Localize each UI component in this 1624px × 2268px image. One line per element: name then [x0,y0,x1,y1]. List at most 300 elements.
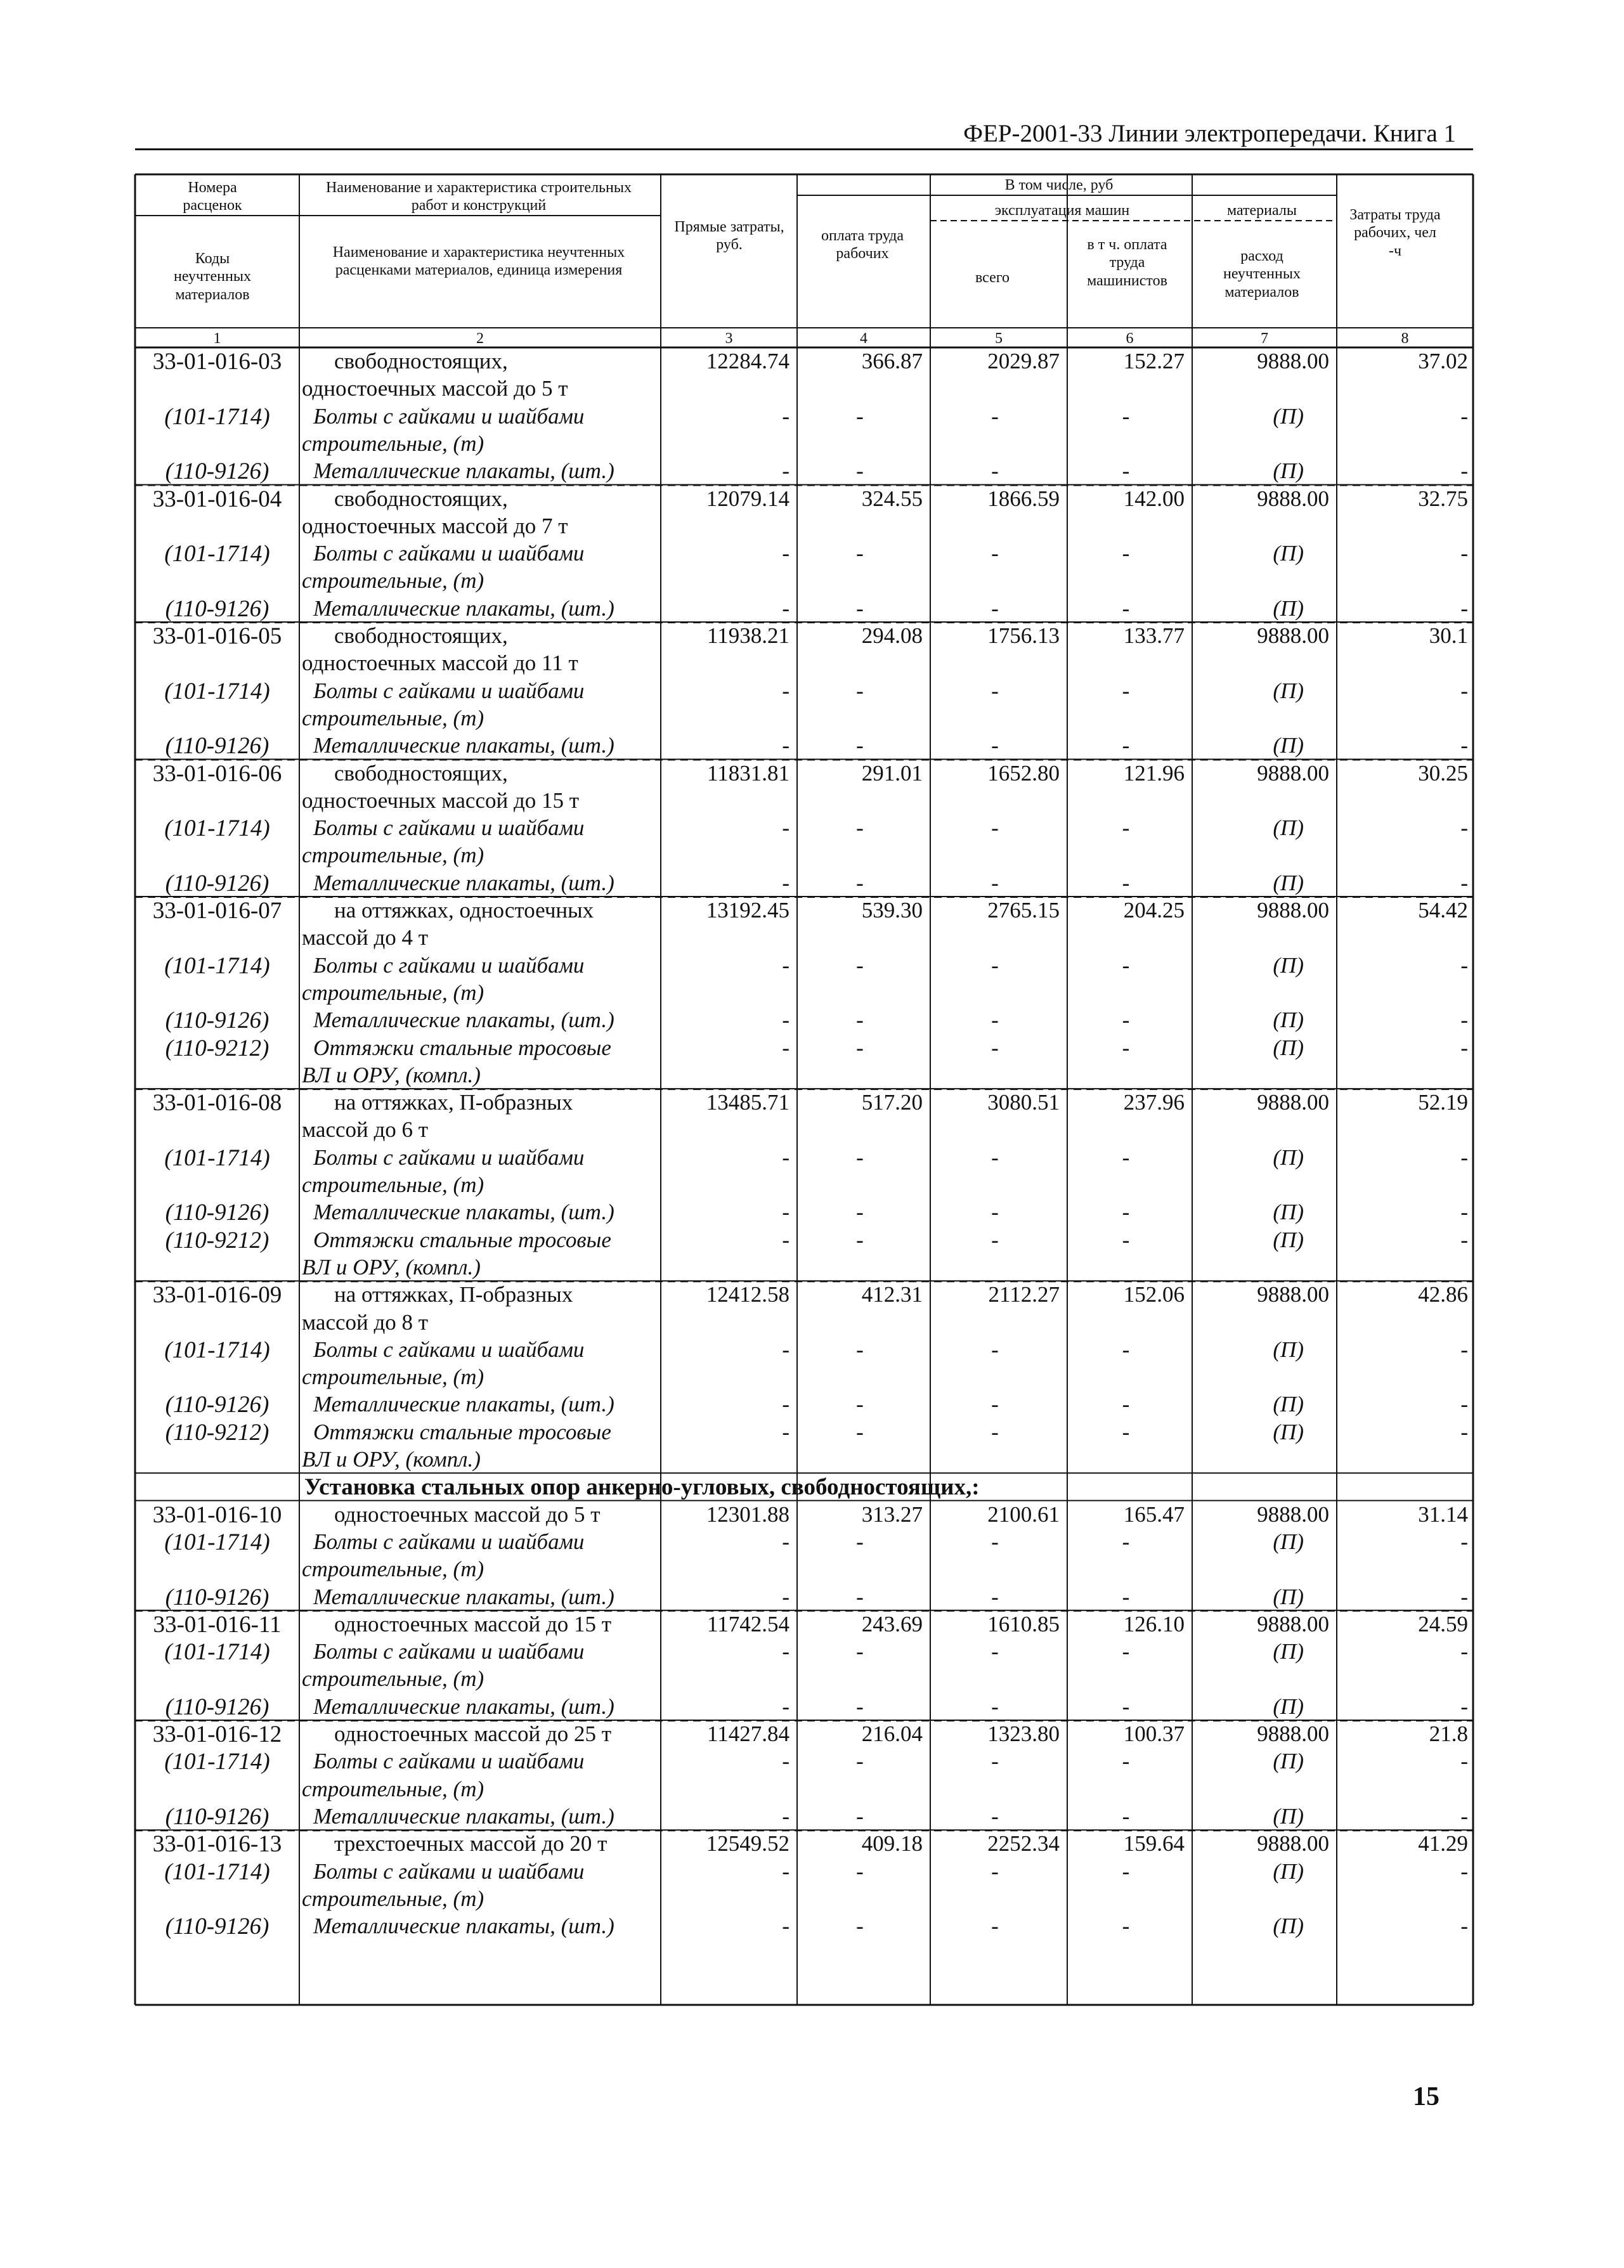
item-name-continued: строительные, (т) [302,980,484,1005]
machinists-pay: - [1122,1008,1130,1033]
labor-pay: - [856,815,864,841]
item-name: Оттяжки стальные тросовые [313,1227,611,1252]
column-number: 6 [1126,330,1134,347]
header-machines-total: всего [975,269,1010,286]
item-name-continued: строительные, (т) [302,1364,484,1390]
labor-costs: - [1460,1337,1468,1362]
machines-total: - [991,1639,999,1664]
machines-total: 1756.13 [987,623,1060,648]
item-name: Металлические плакаты, (шт.) [313,1584,614,1609]
materials-cost: (П) [1273,1584,1304,1609]
column-number: 1 [213,330,221,347]
rate-code: 33-01-016-12 [152,1721,282,1747]
materials-cost: (П) [1273,1337,1304,1362]
running-title: ФЕР-2001-33 Линии электропередачи. Книга 1 [963,120,1456,147]
direct-costs: - [782,1803,789,1829]
direct-costs: - [782,1008,789,1033]
labor-costs: - [1460,458,1468,484]
direct-costs: - [782,403,789,429]
machines-total: - [991,1200,999,1225]
machines-total: - [991,1008,999,1033]
labor-pay: - [856,1529,864,1554]
materials-cost: 9888.00 [1257,898,1329,923]
material-code: (110-9212) [165,1035,270,1061]
materials-cost: (П) [1273,403,1304,429]
machinists-pay: - [1122,1914,1130,1939]
machinists-pay: - [1122,1419,1130,1444]
machines-total: - [991,1914,999,1939]
item-name: свободностоящих, [334,349,508,373]
direct-costs: - [782,1694,789,1719]
materials-cost: (П) [1273,1008,1304,1033]
direct-costs: - [782,1200,789,1225]
machinists-pay: 126.10 [1123,1611,1185,1636]
item-name: Болты с гайками и шайбами [313,678,585,703]
labor-pay: - [856,1144,864,1170]
machines-total: - [991,1337,999,1362]
direct-costs: - [782,733,789,758]
labor-costs: - [1460,1008,1468,1033]
material-code: (110-9126) [165,1200,270,1226]
materials-cost: (П) [1273,733,1304,758]
direct-costs: 12284.74 [706,349,789,373]
labor-pay: - [856,678,864,703]
column-number: 4 [860,330,867,347]
machinists-pay: 159.64 [1123,1831,1185,1857]
item-name-continued: строительные, (т) [302,431,484,456]
direct-costs: - [782,1227,789,1252]
machinists-pay: 152.06 [1123,1282,1185,1307]
materials-cost: 9888.00 [1257,760,1329,786]
materials-cost: (П) [1273,1694,1304,1719]
direct-costs: 11938.21 [707,623,789,648]
labor-pay: 313.27 [861,1501,923,1527]
item-name: на оттяжках, одностоечных [334,898,594,923]
labor-costs: 54.42 [1418,898,1468,923]
direct-costs: - [782,870,789,895]
rate-code: 33-01-016-08 [152,1090,282,1117]
material-code: (101-1714) [164,815,270,842]
labor-costs: - [1460,1749,1468,1774]
materials-cost: (П) [1273,1392,1304,1417]
materials-cost: (П) [1273,458,1304,484]
item-name: Болты с гайками и шайбами [313,1529,585,1554]
material-code: (101-1714) [164,403,270,430]
labor-costs: 37.02 [1418,349,1468,373]
machinists-pay: - [1122,1803,1130,1829]
item-name: свободностоящих, [334,486,508,511]
item-name: на оттяжках, П-образных [334,1090,573,1115]
labor-pay: 517.20 [861,1090,923,1115]
materials-cost: (П) [1273,1529,1304,1554]
machines-total: - [991,678,999,703]
labor-costs: - [1460,403,1468,429]
direct-costs: 12549.52 [706,1831,789,1857]
labor-costs: - [1460,1144,1468,1170]
header-rate-numbers: Номера расценок [183,179,242,214]
material-code: (110-9126) [165,1694,270,1720]
item-name-continued: строительные, (т) [302,843,484,868]
item-name: свободностоящих, [334,623,508,648]
machinists-pay: 121.96 [1123,760,1185,786]
materials-cost: (П) [1273,870,1304,895]
machinists-pay: - [1122,1584,1130,1609]
materials-cost: (П) [1273,1144,1304,1170]
direct-costs: 12301.88 [706,1501,789,1527]
materials-cost: (П) [1273,1035,1304,1060]
labor-pay: 216.04 [861,1721,923,1746]
item-name: Болты с гайками и шайбами [313,815,585,841]
header-machines: эксплуатация машин [994,202,1130,219]
rate-code: 33-01-016-11 [153,1611,282,1638]
machinists-pay: - [1122,1694,1130,1719]
rate-code: 33-01-016-07 [152,898,282,924]
item-name: Болты с гайками и шайбами [313,1639,585,1664]
rate-code: 33-01-016-04 [152,486,282,512]
item-name: Металлические плакаты, (шт.) [313,870,614,895]
item-name: одностоечных массой до 25 т [334,1721,612,1746]
direct-costs: - [782,1858,789,1884]
labor-costs: 24.59 [1418,1611,1468,1636]
rate-code: 33-01-016-13 [152,1831,282,1858]
item-name: Металлические плакаты, (шт.) [313,1803,614,1829]
machinists-pay: - [1122,1639,1130,1664]
direct-costs: - [782,1639,789,1664]
machines-total: 2112.27 [988,1282,1060,1307]
labor-pay: - [856,1337,864,1362]
machines-total: - [991,1803,999,1829]
machines-total: - [991,815,999,841]
item-name: Болты с гайками и шайбами [313,541,585,566]
item-name-continued: массой до 4 т [302,925,429,950]
labor-costs: - [1460,1694,1468,1719]
labor-pay: - [856,458,864,484]
machines-total: - [991,1035,999,1060]
labor-pay: - [856,1584,864,1609]
machines-total: - [991,595,999,621]
labor-costs: 42.86 [1418,1282,1468,1307]
item-name: трехстоечных массой до 20 т [334,1831,607,1857]
item-name: Болты с гайками и шайбами [313,403,585,429]
material-code: (110-9126) [165,1914,270,1940]
machines-total: 2252.34 [987,1831,1060,1857]
header-name-unaccounted: Наименование и характеристика неучтенных расценками материалов, единица измерения [332,244,625,279]
labor-costs: - [1460,870,1468,895]
direct-costs: - [782,1144,789,1170]
machinists-pay: - [1122,1858,1130,1884]
item-name-continued: ВЛ и ОРУ, (компл.) [302,1254,481,1280]
machines-total: - [991,733,999,758]
labor-pay: - [856,952,864,978]
rate-code: 33-01-016-06 [152,760,282,787]
materials-cost: (П) [1273,1858,1304,1884]
column-number: 3 [725,330,733,347]
item-name: Болты с гайками и шайбами [313,952,585,978]
material-code: (101-1714) [164,1858,270,1885]
material-code: (101-1714) [164,1639,270,1666]
material-code: (110-9126) [165,458,270,485]
item-name: на оттяжках, П-образных [334,1282,573,1307]
machinists-pay: 204.25 [1123,898,1185,923]
machinists-pay: - [1122,1227,1130,1252]
materials-cost: (П) [1273,1803,1304,1829]
item-name: одностоечных массой до 15 т [334,1611,612,1636]
labor-costs: - [1460,1584,1468,1609]
machinists-pay: - [1122,815,1130,841]
item-name-continued: строительные, (т) [302,1666,484,1692]
labor-pay: 243.69 [861,1611,923,1636]
machinists-pay: - [1122,1392,1130,1417]
machinists-pay: - [1122,595,1130,621]
item-name-continued: строительные, (т) [302,568,484,593]
materials-cost: (П) [1273,595,1304,621]
machinists-pay: 142.00 [1123,486,1185,511]
machinists-pay: - [1122,403,1130,429]
machines-total: - [991,1584,999,1609]
labor-pay: - [856,1858,864,1884]
labor-pay: - [856,1694,864,1719]
labor-pay: 294.08 [861,623,923,648]
machines-total: 2765.15 [987,898,1060,923]
materials-cost: 9888.00 [1257,1501,1329,1527]
direct-costs: - [782,1529,789,1554]
item-name-continued: массой до 8 т [302,1309,429,1335]
direct-costs: - [782,815,789,841]
item-name-continued: ВЛ и ОРУ, (компл.) [302,1447,481,1472]
machinists-pay: 152.27 [1123,349,1185,373]
labor-costs: - [1460,1858,1468,1884]
materials-cost: (П) [1273,1200,1304,1225]
item-name-continued: одностоечных массой до 11 т [302,651,578,676]
direct-costs: 11742.54 [707,1611,789,1636]
machines-total: - [991,870,999,895]
labor-pay: 324.55 [861,486,923,511]
material-code: (101-1714) [164,1144,270,1171]
item-name: Металлические плакаты, (шт.) [313,733,614,758]
materials-cost: (П) [1273,541,1304,566]
material-code: (101-1714) [164,1749,270,1775]
machines-total: 3080.51 [987,1090,1060,1115]
machines-total: - [991,1694,999,1719]
labor-costs: - [1460,952,1468,978]
labor-costs: - [1460,1200,1468,1225]
direct-costs: - [782,541,789,566]
labor-pay: - [856,1200,864,1225]
labor-pay: - [856,1749,864,1774]
labor-costs: - [1460,733,1468,758]
machinists-pay: - [1122,458,1130,484]
item-name: Оттяжки стальные тросовые [313,1035,611,1060]
item-name-continued: строительные, (т) [302,1886,484,1911]
material-code: (110-9126) [165,1584,270,1610]
labor-costs: 21.8 [1429,1721,1468,1746]
item-name: Металлические плакаты, (шт.) [313,595,614,621]
machinists-pay: - [1122,1200,1130,1225]
labor-pay: - [856,870,864,895]
direct-costs: 11831.81 [707,760,789,786]
direct-costs: - [782,595,789,621]
rate-code: 33-01-016-05 [152,623,282,649]
material-code: (110-9126) [165,595,270,622]
machinists-pay: - [1122,1749,1130,1774]
direct-costs: - [782,1914,789,1939]
materials-cost: (П) [1273,1419,1304,1444]
item-name-continued: строительные, (т) [302,1776,484,1801]
material-code: (101-1714) [164,541,270,567]
item-name: Болты с гайками и шайбами [313,1337,585,1362]
machines-total: - [991,1144,999,1170]
labor-costs: - [1460,678,1468,703]
item-name: Болты с гайками и шайбами [313,1144,585,1170]
page-number: 15 [1413,2082,1439,2111]
labor-pay: - [856,1419,864,1444]
labor-pay: - [856,595,864,621]
material-code: (101-1714) [164,952,270,979]
item-name: свободностоящих, [334,760,508,786]
materials-cost: 9888.00 [1257,349,1329,373]
labor-costs: - [1460,1803,1468,1829]
machines-total: - [991,1419,999,1444]
material-code: (101-1714) [164,1529,270,1555]
labor-costs: 30.1 [1429,623,1468,648]
machinists-pay: - [1122,541,1130,566]
materials-cost: 9888.00 [1257,486,1329,511]
materials-cost: 9888.00 [1257,1611,1329,1636]
machinists-pay: 100.37 [1123,1721,1185,1746]
machines-total: - [991,1529,999,1554]
material-code: (101-1714) [164,678,270,704]
direct-costs: - [782,1337,789,1362]
direct-costs: - [782,1035,789,1060]
labor-costs: - [1460,1392,1468,1417]
header-unaccounted-materials: расход неучтенных материалов [1223,248,1301,301]
item-name: Металлические плакаты, (шт.) [313,1200,614,1225]
column-number: 5 [995,330,1003,347]
machines-total: - [991,403,999,429]
labor-pay: - [856,1639,864,1664]
item-name: Металлические плакаты, (шт.) [313,458,614,484]
item-name-continued: строительные, (т) [302,705,484,730]
materials-cost: (П) [1273,815,1304,841]
section-heading: Установка стальных опор анкерно-угловых, свободностоящих,: [304,1474,980,1501]
machines-total: 1866.59 [987,486,1060,511]
material-code: (110-9126) [165,1803,270,1830]
header-direct-costs: Прямые затраты, руб. [674,219,784,254]
direct-costs: - [782,952,789,978]
direct-costs: 12412.58 [706,1282,789,1307]
labor-pay: - [856,403,864,429]
labor-costs: 31.14 [1418,1501,1468,1527]
labor-pay: - [856,1392,864,1417]
header-including: В том числе, руб [1004,177,1114,193]
item-name: Металлические плакаты, (шт.) [313,1392,614,1417]
item-name: Металлические плакаты, (шт.) [313,1914,614,1939]
direct-costs: 13485.71 [706,1090,789,1115]
material-code: (110-9212) [165,1419,270,1446]
item-name-continued: строительные, (т) [302,1557,484,1582]
machinists-pay: - [1122,1529,1130,1554]
machines-total: - [991,541,999,566]
direct-costs: - [782,678,789,703]
material-code: (101-1714) [164,1337,270,1363]
header-labor-costs: Затраты труда рабочих, чел -ч [1349,207,1441,259]
direct-costs: - [782,458,789,484]
labor-pay: 539.30 [861,898,923,923]
rate-code: 33-01-016-03 [152,349,282,375]
materials-cost: 9888.00 [1257,623,1329,648]
item-name: Болты с гайками и шайбами [313,1858,585,1884]
item-name-continued: массой до 6 т [302,1117,429,1143]
material-code: (110-9126) [165,1392,270,1418]
labor-pay: - [856,1008,864,1033]
machinists-pay: - [1122,870,1130,895]
rate-code: 33-01-016-09 [152,1282,282,1309]
material-code: (110-9212) [165,1227,270,1254]
labor-costs: - [1460,595,1468,621]
machines-total: 2100.61 [987,1501,1060,1527]
materials-cost: 9888.00 [1257,1282,1329,1307]
rate-code: 33-01-016-10 [152,1501,282,1528]
materials-cost: 9888.00 [1257,1090,1329,1115]
labor-costs: - [1460,815,1468,841]
item-name: Металлические плакаты, (шт.) [313,1694,614,1719]
item-name: Оттяжки стальные тросовые [313,1419,611,1444]
labor-costs: - [1460,1035,1468,1060]
column-number: 2 [476,330,484,347]
machinists-pay: - [1122,952,1130,978]
machinists-pay: - [1122,1337,1130,1362]
material-code: (110-9126) [165,870,270,897]
direct-costs: - [782,1749,789,1774]
direct-costs: - [782,1392,789,1417]
materials-cost: 9888.00 [1257,1831,1329,1857]
machines-total: 1323.80 [987,1721,1060,1746]
direct-costs: - [782,1419,789,1444]
materials-cost: (П) [1273,678,1304,703]
machinists-pay: - [1122,1035,1130,1060]
labor-costs: 52.19 [1418,1090,1468,1115]
machinists-pay: 165.47 [1123,1501,1185,1527]
item-name: Металлические плакаты, (шт.) [313,1008,614,1033]
labor-pay: - [856,733,864,758]
labor-costs: - [1460,541,1468,566]
machines-total: - [991,1392,999,1417]
material-code: (110-9126) [165,1008,270,1034]
column-number: 8 [1401,330,1409,347]
labor-costs: 32.75 [1418,486,1468,511]
header-codes: Коды неучтенных материалов [174,250,251,303]
machines-total: - [991,1749,999,1774]
machinists-pay: 237.96 [1123,1090,1185,1115]
labor-pay: - [856,1035,864,1060]
column-number: 7 [1261,330,1268,347]
labor-pay: 366.87 [861,349,923,373]
labor-pay: 291.01 [861,760,923,786]
labor-pay: 409.18 [861,1831,923,1857]
labor-pay: - [856,541,864,566]
labor-pay: 412.31 [861,1282,923,1307]
materials-cost: (П) [1273,1227,1304,1252]
labor-costs: - [1460,1419,1468,1444]
materials-cost: (П) [1273,1914,1304,1939]
materials-cost: 9888.00 [1257,1721,1329,1746]
header-rule [135,148,1473,150]
labor-costs: - [1460,1529,1468,1554]
labor-pay: - [856,1227,864,1252]
machines-total: 1610.85 [987,1611,1060,1636]
machines-total: 1652.80 [987,760,1060,786]
machines-total: - [991,1227,999,1252]
